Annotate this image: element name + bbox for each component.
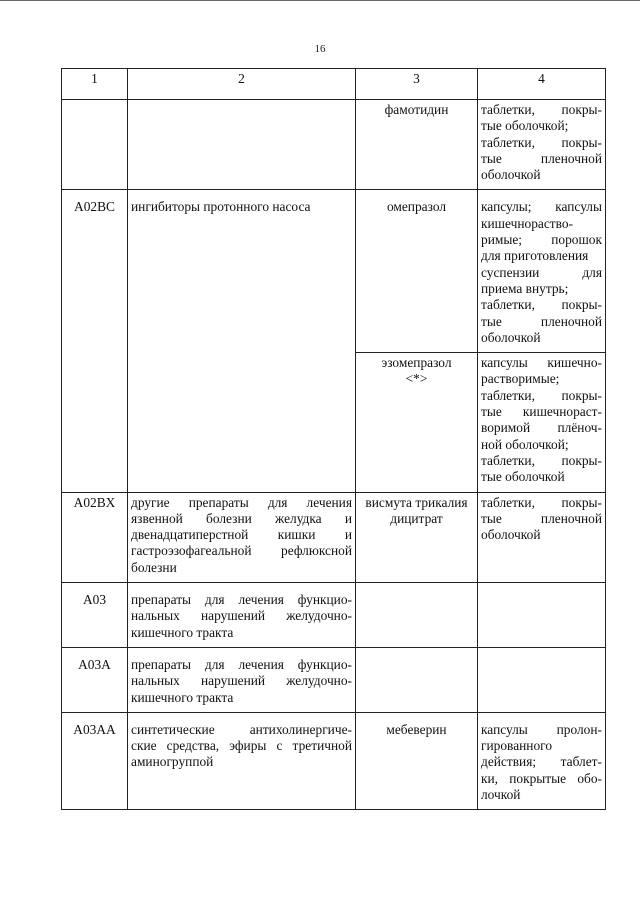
atc-code-cell: A02BC (62, 190, 128, 492)
dosage-form-line: капсулы пролон- (481, 721, 602, 737)
drug-table (61, 68, 606, 810)
atc-code-cell (62, 100, 128, 190)
dosage-form-line: капсулы кишечно- (481, 355, 602, 371)
dosage-form-line: приема внутрь; (481, 280, 569, 296)
dosage-form-line: таблетки, покры- (481, 134, 602, 150)
dosage-form-line: тые кишечнораст- (481, 404, 602, 420)
top-rule (0, 0, 640, 1)
atc-code-cell: A03A (62, 647, 128, 712)
group-name-line: кишечного тракта (131, 689, 234, 705)
column-header-3: 3 (356, 69, 478, 100)
dosage-form-line: действия; таблет- (481, 754, 602, 770)
table-row (62, 190, 606, 353)
dosage-form-line: римые; порошок (481, 232, 602, 248)
column-header-2: 2 (128, 69, 356, 100)
dosage-form-line: растворимые; (481, 371, 560, 387)
dosage-form-cell (478, 190, 606, 353)
dosage-form-line: кишечнораство- (481, 215, 574, 231)
group-name-line: препараты для лечения функцио- (131, 656, 352, 672)
column-header-4: 4 (478, 69, 606, 100)
column-header-1: 1 (62, 69, 128, 100)
dosage-form-line: ки, покрытые обо- (481, 770, 602, 786)
dosage-form-line: оболочкой (481, 527, 541, 543)
group-name-line: нальных нарушений желудочно- (131, 673, 352, 689)
drug-name-cell (356, 492, 478, 582)
header-row (62, 69, 606, 100)
group-name-line: болезни (131, 559, 177, 575)
drug-name-cell: омепразол (356, 190, 478, 353)
dosage-form-line: капсулы; капсулы (481, 199, 602, 215)
dosage-form-cell (478, 583, 606, 648)
atc-code-cell: A03AA (62, 712, 128, 809)
dosage-form-line: оболочкой (481, 167, 541, 183)
group-name-line: препараты для лечения функцио- (131, 592, 352, 608)
dosage-form-line: суспензии для (481, 264, 602, 280)
dosage-form-line: таблетки, покры- (481, 297, 602, 313)
dosage-form-line: тые пленочной (481, 150, 602, 166)
group-name-line: двенадцатиперстной кишки и (131, 527, 352, 543)
dosage-form-line: таблетки, покры- (481, 102, 602, 117)
dosage-form-line: гированного (481, 738, 553, 754)
drug-name-line: эзомепразол (381, 355, 452, 371)
dosage-form-cell (478, 353, 606, 492)
dosage-form-line: оболочкой (481, 329, 541, 345)
dosage-form-cell (478, 647, 606, 712)
group-name-cell: ингибиторы протонного насоса (128, 190, 356, 492)
table-row (62, 712, 606, 809)
drug-name-cell (356, 583, 478, 648)
table-row (62, 492, 606, 582)
dosage-form-line: воримой плёноч- (481, 420, 602, 436)
dosage-form-line: таблетки, покры- (481, 452, 602, 468)
group-name-line: ские средства, эфиры с третичной (131, 738, 352, 754)
dosage-form-cell (478, 712, 606, 809)
group-name-line: другие препараты для лечения (131, 494, 352, 510)
drug-name-footnote-mark: <*> (405, 371, 428, 387)
group-name-line: язвенной болезни желудка и (131, 510, 352, 526)
group-name-line: гастроэзофагеальной рефлюксной (131, 543, 352, 559)
dosage-form-line: ной оболочкой; (481, 436, 569, 452)
dosage-form-line: тые пленочной (481, 313, 602, 329)
drug-name-cell: мебеверин (356, 712, 478, 809)
dosage-form-line: лочкой (481, 786, 521, 802)
table-row (62, 583, 606, 648)
group-name-cell (128, 583, 356, 648)
atc-code-cell: A03 (62, 583, 128, 648)
group-name-cell (128, 647, 356, 712)
dosage-form-line: тые оболочкой (481, 469, 565, 485)
drug-name-cell (356, 647, 478, 712)
table-row (62, 100, 606, 190)
drug-name-cell: фамотидин (356, 100, 478, 190)
table-row (62, 647, 606, 712)
group-name-line: аминогруппой (131, 754, 214, 770)
dosage-form-line: тые пленочной (481, 510, 602, 526)
group-name-cell (128, 492, 356, 582)
drug-name-line: дицитрат (390, 510, 443, 526)
group-name-line: синтетические антихолинергиче- (131, 721, 352, 737)
dosage-form-line: тые оболочкой; (481, 118, 569, 134)
group-name-cell (128, 712, 356, 809)
dosage-form-cell (478, 492, 606, 582)
group-name-line: кишечного тракта (131, 624, 234, 640)
group-name-line: нальных нарушений желудочно- (131, 608, 352, 624)
dosage-form-line: для приготовления (481, 248, 589, 264)
dosage-form-line: таблетки, покры- (481, 387, 602, 403)
drug-name-cell (356, 353, 478, 492)
dosage-form-line: таблетки, покры- (481, 494, 602, 510)
group-name-cell (128, 100, 356, 190)
dosage-form-cell (478, 100, 606, 190)
atc-code-cell: A02BX (62, 492, 128, 582)
page-number: 16 (314, 43, 326, 55)
drug-name-line: висмута трикалия (365, 494, 468, 510)
